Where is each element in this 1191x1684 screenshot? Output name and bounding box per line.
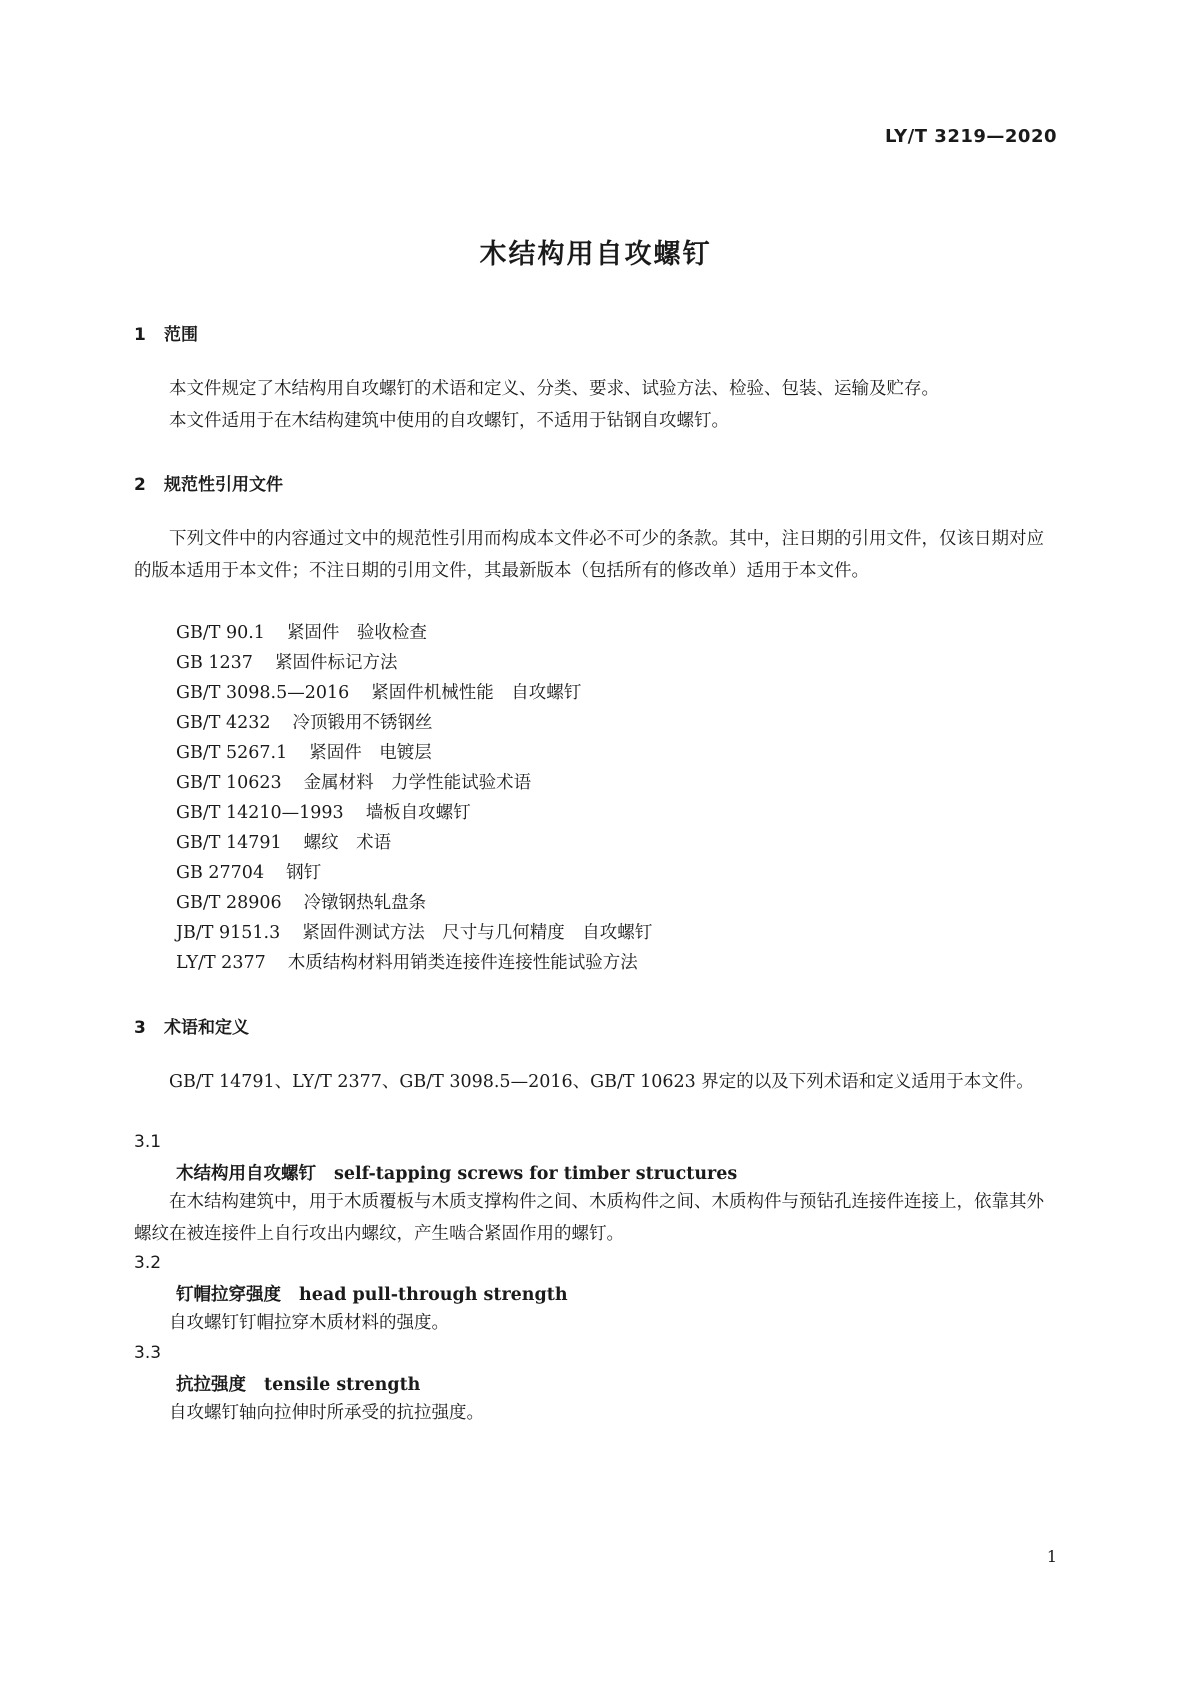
reference-title: 冷顶锻用不锈钢丝	[292, 713, 433, 733]
document-code: LY/T 3219—2020	[884, 126, 1057, 147]
term-definition: 在木结构建筑中，用于木质覆板与木质支撑构件之间、木质构件之间、木质构件与预钻孔连接件连接上，依靠其外螺纹在被连接件上自行攻出内螺纹，产生啮合紧固作用的螺钉。	[134, 1192, 1044, 1244]
reference-item	[176, 619, 427, 644]
reference-item	[176, 709, 433, 734]
reference-item	[176, 829, 391, 854]
section-heading-terms-definitions	[134, 1013, 249, 1038]
reference-item	[176, 949, 638, 974]
term-english: tensile strength	[264, 1375, 421, 1395]
reference-title: 墙板自攻螺钉	[365, 803, 471, 823]
section-title: 规范性引用文件	[164, 475, 283, 495]
reference-title: 螺纹 术语	[303, 833, 392, 853]
term-definition: 自攻螺钉轴向拉伸时所承受的抗拉强度。	[169, 1403, 484, 1423]
term-number: 3.2	[134, 1253, 162, 1273]
term-english: head pull-through strength	[299, 1285, 568, 1305]
reference-code: GB/T 28906	[176, 893, 282, 913]
reference-code: GB/T 90.1	[176, 623, 265, 643]
reference-code: GB/T 4232	[176, 713, 271, 733]
term-definition: 自攻螺钉钉帽拉穿木质材料的强度。	[169, 1313, 449, 1333]
reference-item	[176, 889, 426, 914]
reference-title: 紧固件标记方法	[274, 653, 398, 673]
term-english: self-tapping screws for timber structures	[334, 1164, 738, 1184]
reference-title: 紧固件测试方法 尺寸与几何精度 自攻螺钉	[302, 923, 653, 943]
reference-title: 金属材料 力学性能试验术语	[303, 773, 532, 793]
term-chinese: 抗拉强度	[176, 1375, 246, 1395]
reference-item	[176, 799, 471, 824]
page-number: 1	[1046, 1547, 1057, 1566]
section-number: 2	[134, 475, 146, 495]
reference-title: 木质结构材料用销类连接件连接性能试验方法	[287, 953, 638, 973]
reference-item	[176, 919, 652, 944]
reference-item	[176, 859, 321, 884]
scope-paragraph-2: 本文件适用于在木结构建筑中使用的自攻螺钉，不适用于钻钢自攻螺钉。	[169, 411, 729, 431]
reference-code: JB/T 9151.3	[176, 923, 281, 943]
reference-code: LY/T 2377	[176, 953, 266, 973]
term-number: 3.3	[134, 1343, 162, 1363]
section-heading-normative-references	[134, 470, 283, 495]
reference-code: GB/T 14791	[176, 833, 282, 853]
term-chinese: 木结构用自攻螺钉	[176, 1164, 316, 1184]
reference-title: 紧固件 验收检查	[286, 623, 427, 643]
term-heading	[176, 1160, 737, 1185]
reference-item	[176, 679, 581, 704]
reference-title: 紧固件机械性能 自攻螺钉	[371, 683, 582, 703]
section-number: 1	[134, 325, 146, 345]
term-heading	[176, 1371, 420, 1396]
section-title: 术语和定义	[164, 1018, 249, 1038]
section-number: 3	[134, 1018, 146, 1038]
term-number: 3.1	[134, 1132, 162, 1152]
section-heading-scope	[134, 320, 198, 345]
reference-title: 冷镦钢热轧盘条	[303, 893, 427, 913]
section-title: 范围	[164, 325, 198, 345]
reference-item	[176, 739, 432, 764]
reference-code: GB/T 5267.1	[176, 743, 288, 763]
reference-title: 钢钉	[286, 863, 322, 883]
term-heading	[176, 1281, 568, 1306]
document-title: 木结构用自攻螺钉	[479, 239, 712, 270]
reference-code: GB/T 10623	[176, 773, 282, 793]
term-chinese: 钉帽拉穿强度	[176, 1285, 281, 1305]
reference-code: GB/T 3098.5—2016	[176, 683, 350, 703]
reference-code: GB 27704	[176, 863, 265, 883]
terms-intro-paragraph: GB/T 14791、LY/T 2377、GB/T 3098.5—2016、GB/T 10623 界定的以及下列术语和定义适用于本文件。	[169, 1072, 1034, 1092]
reference-code: GB 1237	[176, 653, 253, 673]
references-intro-paragraph: 下列文件中的内容通过文中的规范性引用而构成本文件必不可少的条款。其中，注日期的引用文件，仅该日期对应的版本适用于本文件；不注日期的引用文件，其最新版本（包括所有的修改单）适用于本文件。	[134, 529, 1044, 581]
scope-paragraph-1: 本文件规定了木结构用自攻螺钉的术语和定义、分类、要求、试验方法、检验、包装、运输及贮存。	[169, 379, 939, 399]
reference-code: GB/T 14210—1993	[176, 803, 344, 823]
reference-item	[176, 649, 397, 674]
reference-item	[176, 769, 531, 794]
reference-title: 紧固件 电镀层	[309, 743, 432, 763]
